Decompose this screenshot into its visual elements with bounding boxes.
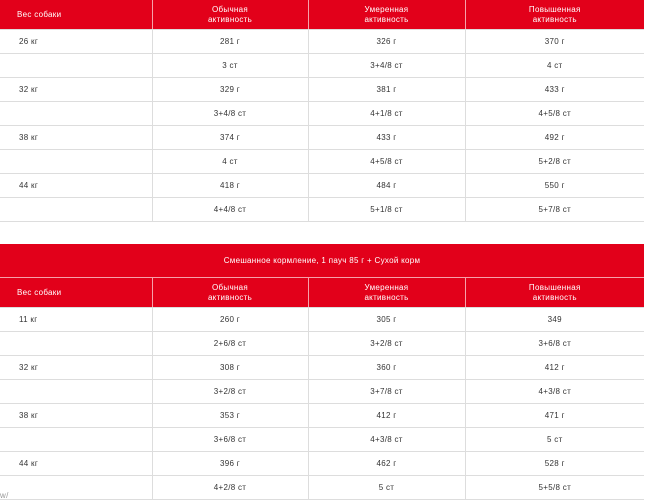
moderate-activity-cell: 381 г [308,78,465,102]
dog-weight-cell: 44 кг [0,452,152,476]
normal-activity-cell: 418 г [152,174,308,198]
normal-activity-cell: 3+2/8 ст [152,380,308,404]
high-activity-cell: 4+3/8 ст [465,380,644,404]
high-activity-cell: 349 [465,308,644,332]
moderate-activity-cell: 433 г [308,126,465,150]
high-activity-cell: 5+2/8 ст [465,150,644,174]
high-activity-cell: 4+5/8 ст [465,102,644,126]
normal-activity-cell: 329 г [152,78,308,102]
moderate-activity-cell: 412 г [308,404,465,428]
high-activity-cell: 5+7/8 ст [465,198,644,222]
header-normal-activity: Обычная активность [152,278,308,308]
moderate-activity-cell: 5+1/8 ст [308,198,465,222]
normal-activity-cell: 3+4/8 ст [152,102,308,126]
moderate-activity-cell: 5 ст [308,476,465,500]
header-moderate-activity: Умеренная активность [308,0,465,30]
dog-weight-cell: 32 кг [0,78,152,102]
normal-activity-cell: 4+2/8 ст [152,476,308,500]
table-caption: Смешанное кормление, 1 пауч 85 г + Сухой корм [0,244,644,278]
normal-activity-cell: 396 г [152,452,308,476]
dog-weight-cell [0,150,152,174]
dog-weight-cell [0,332,152,356]
table-row [0,54,644,78]
normal-activity-cell: 353 г [152,404,308,428]
dog-weight-cell [0,380,152,404]
table-row [0,102,644,126]
dog-weight-cell: 38 кг [0,404,152,428]
table-row [0,30,644,54]
moderate-activity-cell: 3+2/8 ст [308,332,465,356]
moderate-activity-cell: 3+4/8 ст [308,54,465,78]
normal-activity-cell: 3 ст [152,54,308,78]
dog-weight-cell [0,476,152,500]
table-row [0,380,644,404]
header-normal-activity: Обычная активность [152,0,308,30]
moderate-activity-cell: 462 г [308,452,465,476]
high-activity-cell: 4 ст [465,54,644,78]
normal-activity-cell: 281 г [152,30,308,54]
high-activity-cell: 471 г [465,404,644,428]
table-row [0,126,644,150]
normal-activity-cell: 4+4/8 ст [152,198,308,222]
high-activity-cell: 528 г [465,452,644,476]
dog-weight-cell [0,198,152,222]
table-row [0,150,644,174]
table-row [0,428,644,452]
moderate-activity-cell: 484 г [308,174,465,198]
normal-activity-cell: 374 г [152,126,308,150]
table-row [0,78,644,102]
header-dog-weight: Вес собаки [0,0,152,30]
dog-weight-cell: 44 кг [0,174,152,198]
moderate-activity-cell: 4+3/8 ст [308,428,465,452]
table-row [0,476,644,500]
dog-weight-cell: 38 кг [0,126,152,150]
table-row [0,404,644,428]
high-activity-cell: 412 г [465,356,644,380]
normal-activity-cell: 3+6/8 ст [152,428,308,452]
moderate-activity-cell: 4+1/8 ст [308,102,465,126]
normal-activity-cell: 2+6/8 ст [152,332,308,356]
feeding-table-1 [0,0,644,222]
header-dog-weight: Вес собаки [0,278,152,308]
dog-weight-cell: 11 кг [0,308,152,332]
dog-weight-cell: 26 кг [0,30,152,54]
table-row [0,174,644,198]
high-activity-cell: 5+5/8 ст [465,476,644,500]
moderate-activity-cell: 3+7/8 ст [308,380,465,404]
header-high-activity: Повышенная активность [465,278,644,308]
table-row [0,332,644,356]
dog-weight-cell: 32 кг [0,356,152,380]
normal-activity-cell: 4 ст [152,150,308,174]
table-header-row [0,0,644,30]
dog-weight-cell [0,54,152,78]
table-row [0,452,644,476]
table-row [0,308,644,332]
high-activity-cell: 370 г [465,30,644,54]
high-activity-cell: 492 г [465,126,644,150]
high-activity-cell: 433 г [465,78,644,102]
header-moderate-activity: Умеренная активность [308,278,465,308]
moderate-activity-cell: 326 г [308,30,465,54]
moderate-activity-cell: 360 г [308,356,465,380]
high-activity-cell: 550 г [465,174,644,198]
high-activity-cell: 5 ст [465,428,644,452]
table-caption-row [0,244,644,278]
table-header-row [0,278,644,308]
dog-weight-cell [0,102,152,126]
normal-activity-cell: 308 г [152,356,308,380]
cursor-hint: w/ [0,491,9,500]
high-activity-cell: 3+6/8 ст [465,332,644,356]
moderate-activity-cell: 305 г [308,308,465,332]
feeding-table-2 [0,244,644,500]
moderate-activity-cell: 4+5/8 ст [308,150,465,174]
dog-weight-cell [0,428,152,452]
table-row [0,198,644,222]
header-high-activity: Повышенная активность [465,0,644,30]
table-row [0,356,644,380]
normal-activity-cell: 260 г [152,308,308,332]
